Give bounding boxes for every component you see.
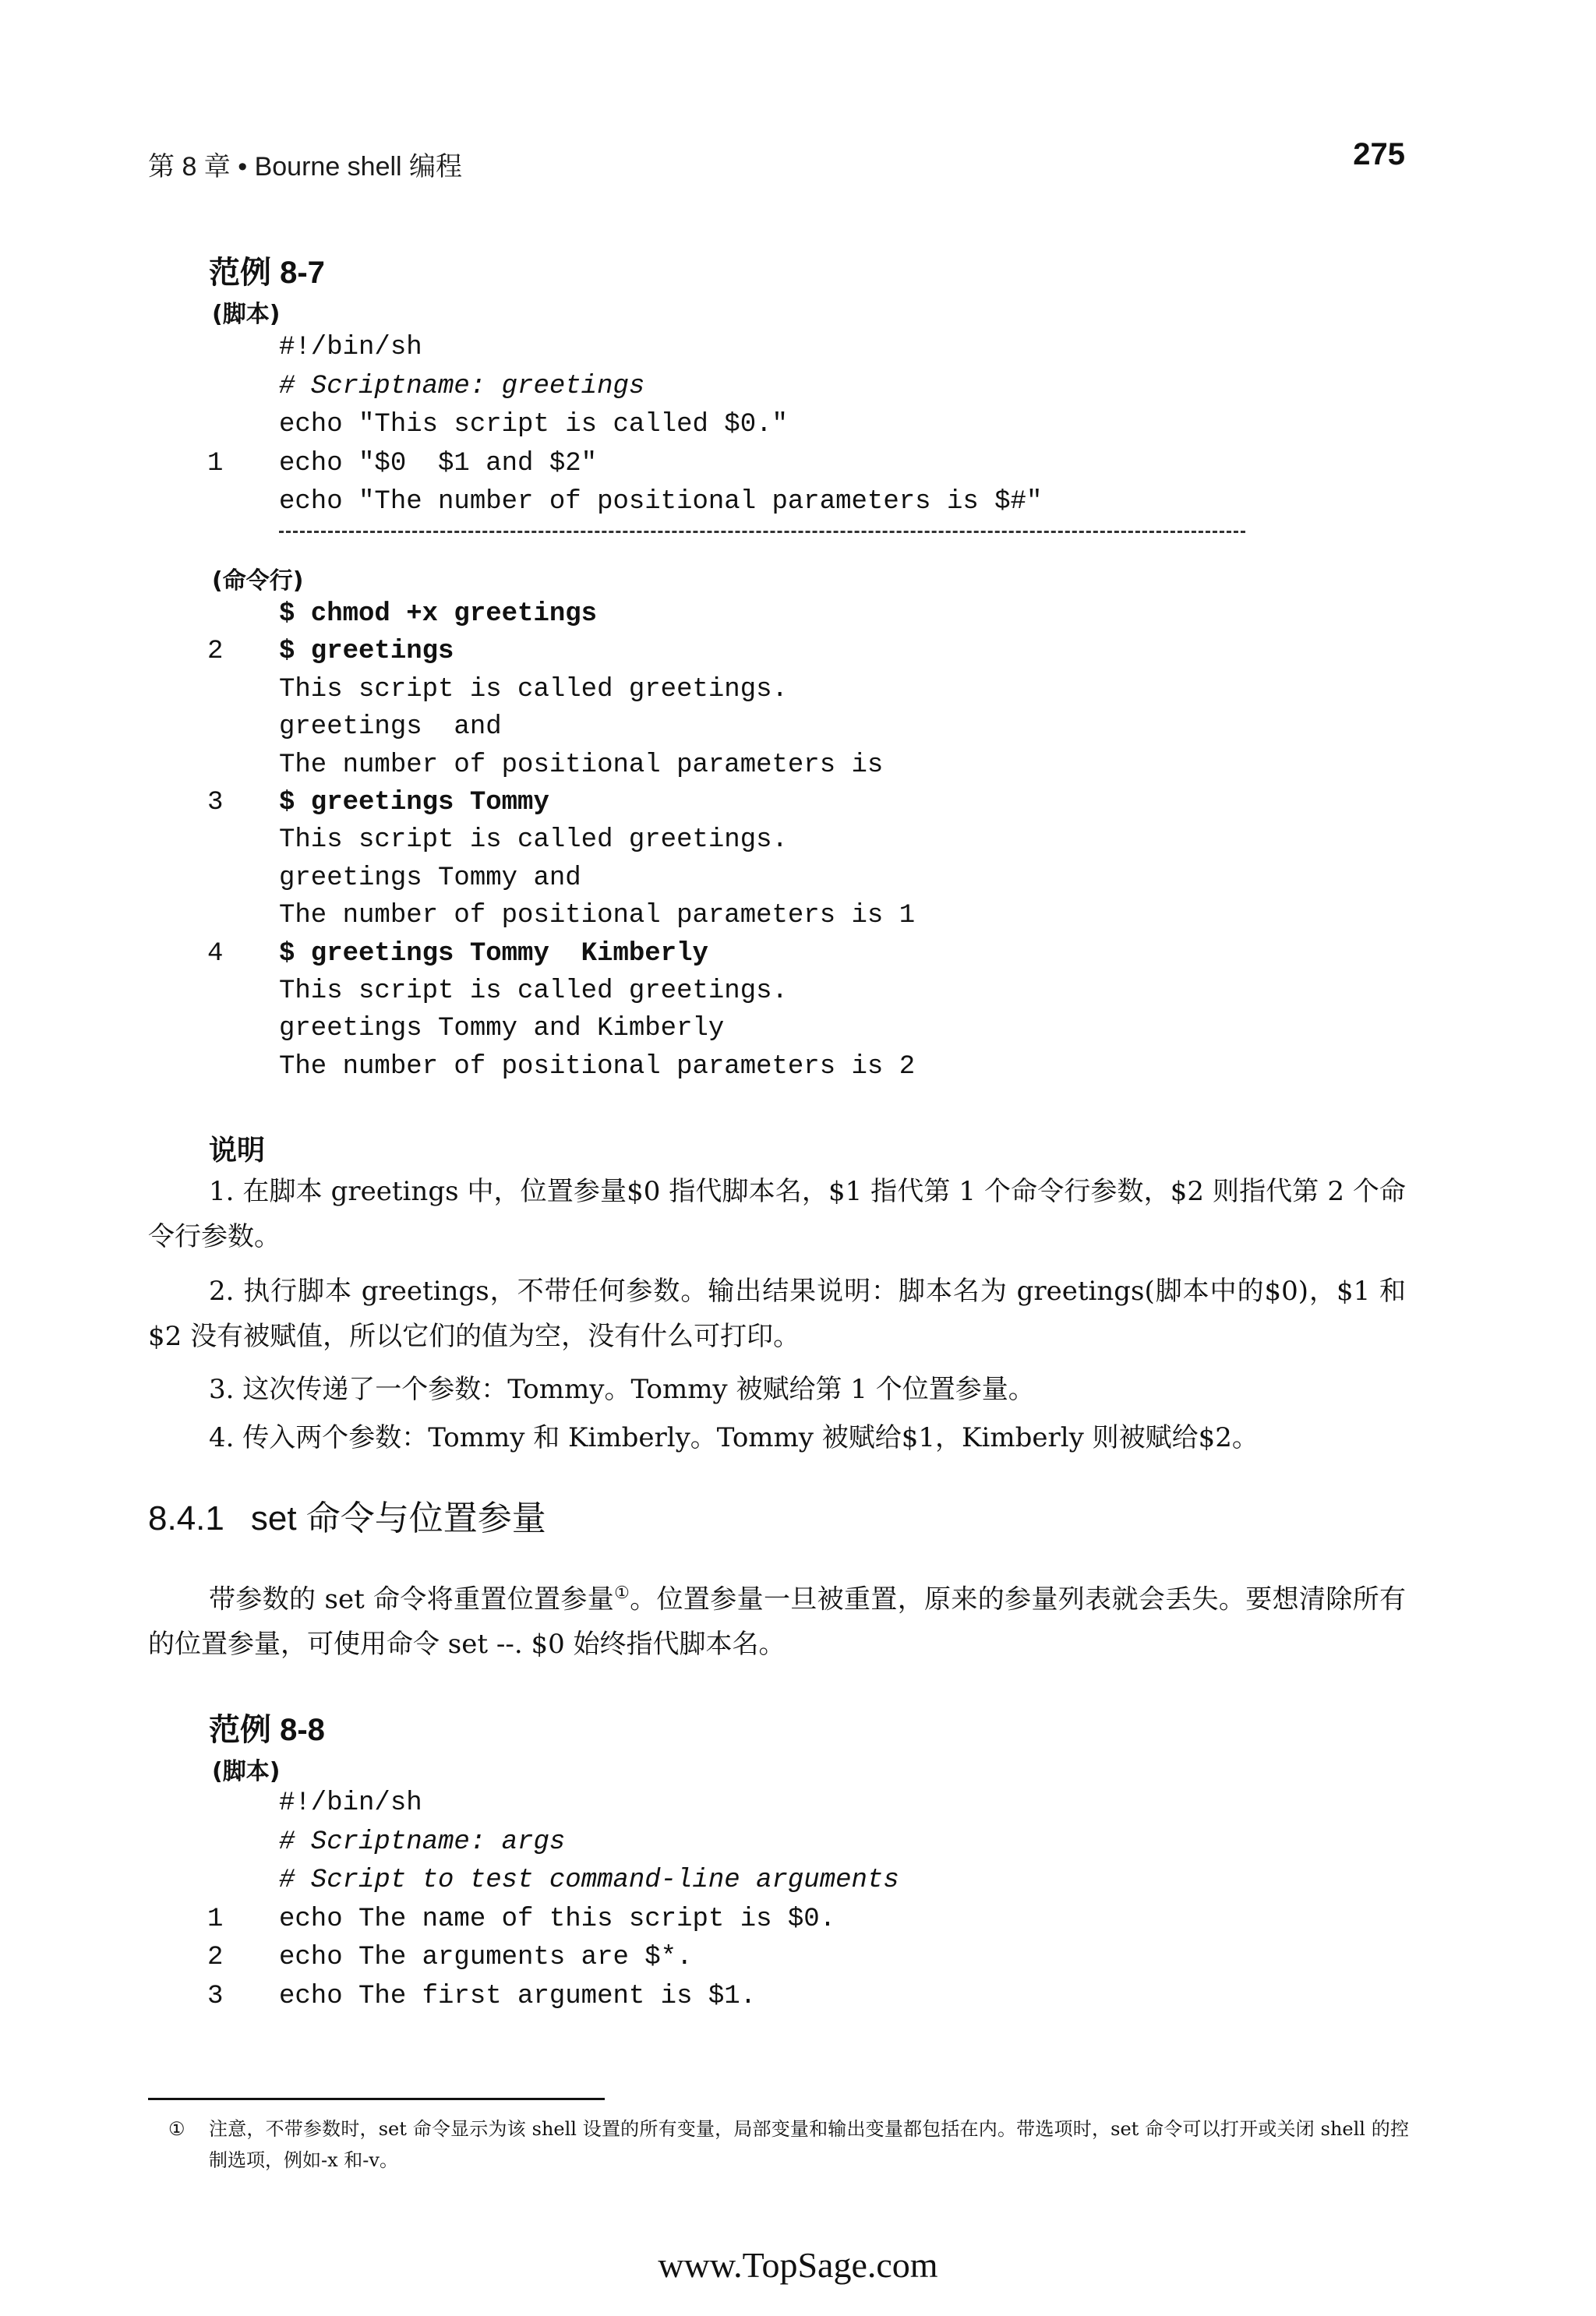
code-text: #!/bin/sh xyxy=(279,333,422,362)
footnote-rule xyxy=(148,2098,605,2100)
code-text: $ greetings xyxy=(279,637,454,667)
line-number: 2 xyxy=(207,637,224,667)
code-line xyxy=(207,1010,915,1047)
code-text: The number of positional parameters is 2 xyxy=(279,1051,916,1082)
code-line xyxy=(207,1978,899,2017)
code-line xyxy=(207,1048,915,1086)
code-text: This script is called greetings. xyxy=(279,825,788,856)
code-line xyxy=(207,368,1042,407)
code-line xyxy=(207,483,1042,522)
code-line xyxy=(207,1785,899,1823)
running-head: 第 8 章 • Bourne shell 编程 xyxy=(148,152,463,182)
code-line xyxy=(207,595,915,633)
code-text: greetings Tommy and xyxy=(279,863,581,893)
code-line xyxy=(207,1939,899,1978)
code-line xyxy=(207,329,1042,368)
body-text: 带参数的 set 命令将重置位置参量 xyxy=(209,1583,615,1615)
code-line xyxy=(207,784,915,821)
code-line xyxy=(207,445,1042,484)
section-title: set 命令与位置参量 xyxy=(250,1499,546,1538)
code-text: greetings and xyxy=(279,712,502,743)
code-text: echo The name of this script is $0. xyxy=(279,1904,836,1934)
footnote-reference[interactable]: ① xyxy=(614,1583,630,1603)
script-label: (脚本) xyxy=(212,301,281,328)
line-number: 3 xyxy=(207,787,224,817)
line-number: 1 xyxy=(207,448,224,478)
line-number: 4 xyxy=(207,938,224,969)
footnote-text: 注意，不带参数时，set 命令显示为该 shell 设置的所有变量，局部变量和输出变量都包括在内。带选项时，set 命令可以打开或关闭 shell 的控制选项，例如-x 和-v。 xyxy=(209,2118,1409,2171)
code-text: # Scriptname: greetings xyxy=(279,371,645,401)
footnote-mark: ① xyxy=(168,2118,185,2140)
code-line xyxy=(207,973,915,1010)
code-text: $ chmod +x greetings xyxy=(279,599,598,629)
explanation-item: 2. 执行脚本 greetings，不带任何参数。输出结果说明：脚本名为 greetings(脚本中的$0)，$1 和$2 没有被赋值，所以它们的值为空，没有什么可打印。 xyxy=(148,1276,1406,1352)
code-line xyxy=(207,633,915,670)
code-line xyxy=(207,708,915,746)
example-title: 范例 8-8 xyxy=(209,1713,325,1747)
footer-url: www.TopSage.com xyxy=(658,2245,938,2285)
code-text: This script is called greetings. xyxy=(279,976,788,1006)
script-label: (脚本) xyxy=(212,1758,281,1785)
code-line xyxy=(207,406,1042,445)
code-text: The number of positional parameters is 1 xyxy=(279,901,916,931)
explanation-heading: 说明 xyxy=(209,1135,266,1167)
code-text: #!/bin/sh xyxy=(279,1788,422,1818)
code-text: # Scriptname: args xyxy=(279,1827,566,1857)
explanation-item: 3. 这次传递了一个参数：Tommy。Tommy 被赋给第 1 个位置参量。 xyxy=(209,1374,1035,1405)
code-block-script xyxy=(207,1785,899,2017)
example-title: 范例 8-7 xyxy=(209,256,325,290)
code-line xyxy=(207,860,915,897)
body-paragraph xyxy=(148,1571,1406,1667)
code-line xyxy=(207,747,915,784)
code-text: greetings Tommy and Kimberly xyxy=(279,1014,725,1044)
code-line xyxy=(207,1823,899,1862)
code-text: $ greetings Tommy xyxy=(279,787,549,817)
code-text: echo "This script is called $0." xyxy=(279,410,788,440)
code-line xyxy=(207,821,915,859)
code-text: The number of positional parameters is xyxy=(279,750,884,780)
code-text: echo The arguments are $*. xyxy=(279,1943,693,1973)
code-text: $ greetings Tommy Kimberly xyxy=(279,938,708,969)
code-text: # Script to test command-line arguments xyxy=(279,1866,899,1896)
code-line xyxy=(207,1862,899,1901)
page-number: 275 xyxy=(1353,137,1405,171)
section-number: 8.4.1 xyxy=(148,1499,224,1538)
code-text: echo "The number of positional parameters is $#" xyxy=(279,487,1043,517)
line-number: 3 xyxy=(207,1981,224,2011)
line-number: 2 xyxy=(207,1943,224,1973)
section-heading xyxy=(148,1490,546,1540)
footnote xyxy=(168,2113,1409,2176)
command-line-label: (命令行) xyxy=(212,567,304,595)
code-text: This script is called greetings. xyxy=(279,674,788,704)
code-text: echo "$0 $1 and $2" xyxy=(279,448,598,478)
code-text: echo The first argument is $1. xyxy=(279,1981,757,2011)
code-line xyxy=(207,935,915,973)
code-line xyxy=(207,671,915,708)
body-text: 。位置参量一旦被重置，原来的参量列表就会丢失。要想清除所有的位置参量，可使用命令 set --. $0 始终指代脚本名。 xyxy=(148,1583,1406,1661)
explanation-item: 1. 在脚本 greetings 中，位置参量$0 指代脚本名，$1 指代第 1 个命令行参数，$2 则指代第 2 个命令行参数。 xyxy=(148,1176,1406,1252)
code-block-script xyxy=(207,329,1042,522)
dashed-separator xyxy=(279,531,1245,533)
line-number: 1 xyxy=(207,1904,224,1934)
code-line xyxy=(207,897,915,934)
explanation-item: 4. 传入两个参数：Tommy 和 Kimberly。Tommy 被赋给$1，Kimberly 则被赋给$2。 xyxy=(209,1422,1259,1453)
code-line xyxy=(207,1901,899,1940)
code-block-command-line xyxy=(207,595,915,1086)
